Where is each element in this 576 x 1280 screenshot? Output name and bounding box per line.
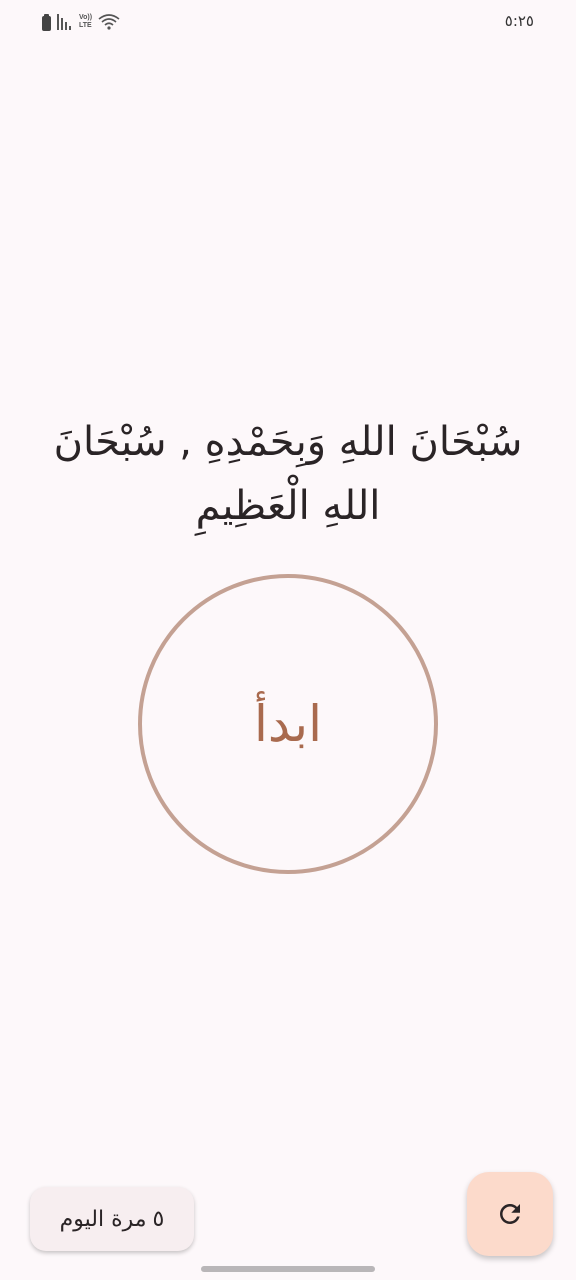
daily-count-value: ٥: [152, 1206, 165, 1232]
signal-icon: [57, 14, 73, 30]
volte-icon: [79, 14, 92, 30]
gesture-nav-handle[interactable]: [201, 1266, 375, 1272]
volte-top-text: Vo)): [79, 14, 93, 21]
wifi-icon: [98, 13, 120, 31]
volte-bottom-text: LTE: [79, 22, 92, 29]
status-bar: [0, 0, 576, 46]
counter-label: ابدأ: [254, 695, 322, 753]
status-time: ٥:٢٥: [504, 12, 534, 30]
reset-button[interactable]: [467, 1172, 553, 1256]
dhikr-text: سُبْحَانَ اللهِ وَبِحَمْدِهِ , سُبْحَانَ اللهِ الْعَظِيمِ: [53, 419, 523, 529]
battery-icon: [42, 14, 51, 31]
daily-count-chip[interactable]: [30, 1187, 194, 1251]
daily-count-label: مرة اليوم: [59, 1206, 147, 1232]
refresh-icon: [495, 1199, 525, 1229]
tasbih-counter-button[interactable]: [138, 574, 438, 874]
status-icons: [42, 13, 120, 31]
